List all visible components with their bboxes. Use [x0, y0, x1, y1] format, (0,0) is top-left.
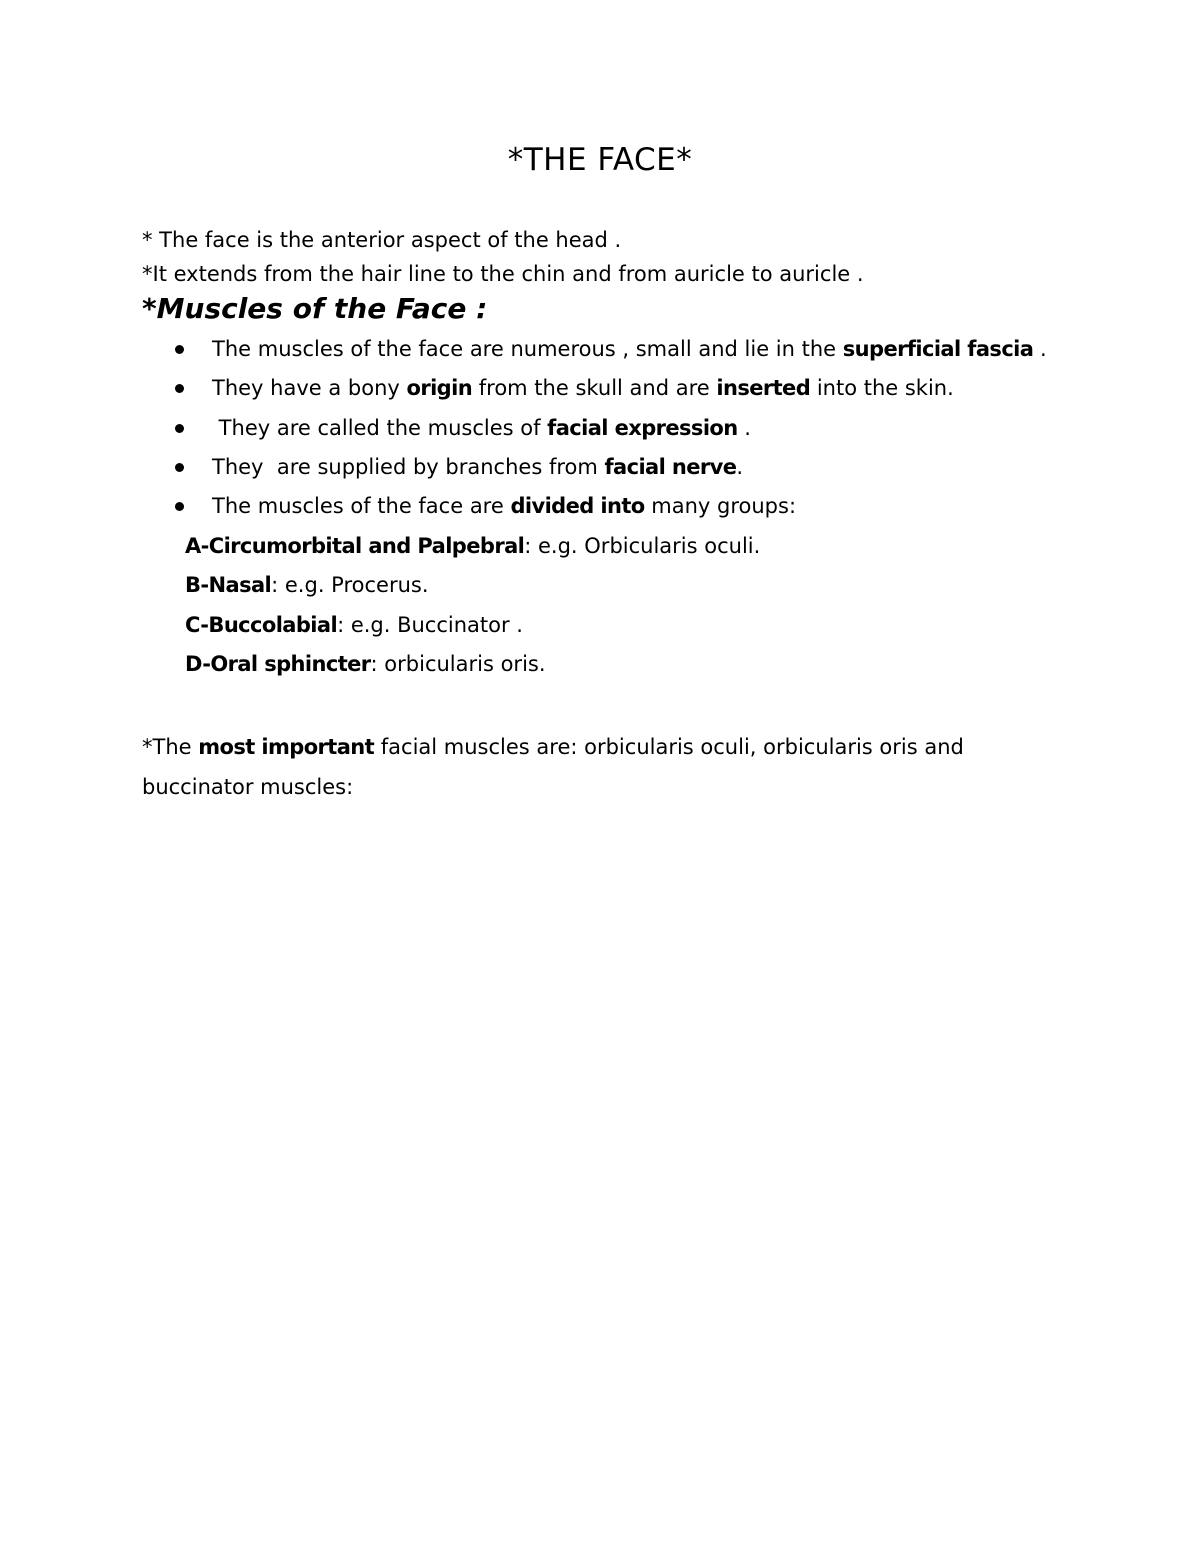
bullet-bold-term: facial nerve [604, 454, 737, 479]
intro-line-1: * The face is the anterior aspect of the head . [142, 228, 622, 252]
list-item [185, 571, 760, 610]
bullet-bold-term: superficial fascia [842, 337, 1034, 361]
list-item [185, 532, 760, 571]
list-item [172, 374, 1047, 413]
group-label: C-Buccolabial [185, 612, 338, 637]
bullet-text: They are called the muscles of [212, 415, 548, 440]
list-item [172, 453, 1047, 492]
bullet-text: into the skin. [810, 376, 954, 401]
closing-text: facial muscles are: orbicularis oculi, orbicularis oris and buccinator muscles: [142, 735, 964, 799]
list-item [172, 414, 1047, 453]
bullet-bold-term: divided into [510, 494, 645, 519]
list-item [185, 611, 760, 650]
bullet-icon [175, 463, 184, 472]
bullet-icon [175, 502, 184, 511]
bullet-text: . [737, 415, 751, 440]
group-example: : orbicularis oris. [370, 651, 546, 676]
bullet-text: The muscles of the face are [212, 494, 511, 519]
group-label: D-Oral sphincter [185, 651, 371, 676]
bullet-text: They have a bony [212, 376, 407, 401]
group-label: B-Nasal [185, 573, 272, 598]
list-item [172, 335, 1047, 374]
bullet-text: They are supplied by branches from [212, 454, 605, 479]
section-heading: *Muscles of the Face : [142, 292, 488, 325]
bullet-icon [175, 345, 184, 354]
intro-line-2: *It extends from the hair line to the chin and from auricle to auricle . [142, 262, 864, 286]
bullet-icon [175, 384, 184, 393]
closing-bold-term: most important [198, 735, 375, 759]
group-label: A-Circumorbital and Palpebral [185, 534, 525, 558]
bullet-text: The muscles of the face are numerous , small and lie in the [212, 337, 843, 361]
bullet-icon [175, 424, 184, 433]
page-title: *THE FACE* [507, 142, 693, 178]
group-example: : e.g. Procerus. [271, 573, 429, 598]
bullet-text: . [1033, 337, 1047, 361]
bullet-text: from the skull and are [472, 376, 717, 401]
group-example: : e.g. Orbicularis oculi. [524, 534, 761, 558]
group-example: : e.g. Buccinator . [337, 612, 523, 637]
list-item [185, 650, 760, 689]
bullet-text: . [736, 454, 744, 479]
closing-paragraph [142, 727, 1072, 807]
list-item [172, 492, 1047, 531]
bullet-bold-term: inserted [716, 376, 811, 401]
bullet-bold-term: origin [406, 376, 473, 401]
muscle-facts-list [172, 335, 1047, 531]
bullet-bold-term: facial expression [547, 415, 738, 440]
muscle-groups-list [185, 532, 760, 689]
bullet-text: many groups: [644, 494, 797, 519]
closing-text: *The [142, 735, 199, 759]
